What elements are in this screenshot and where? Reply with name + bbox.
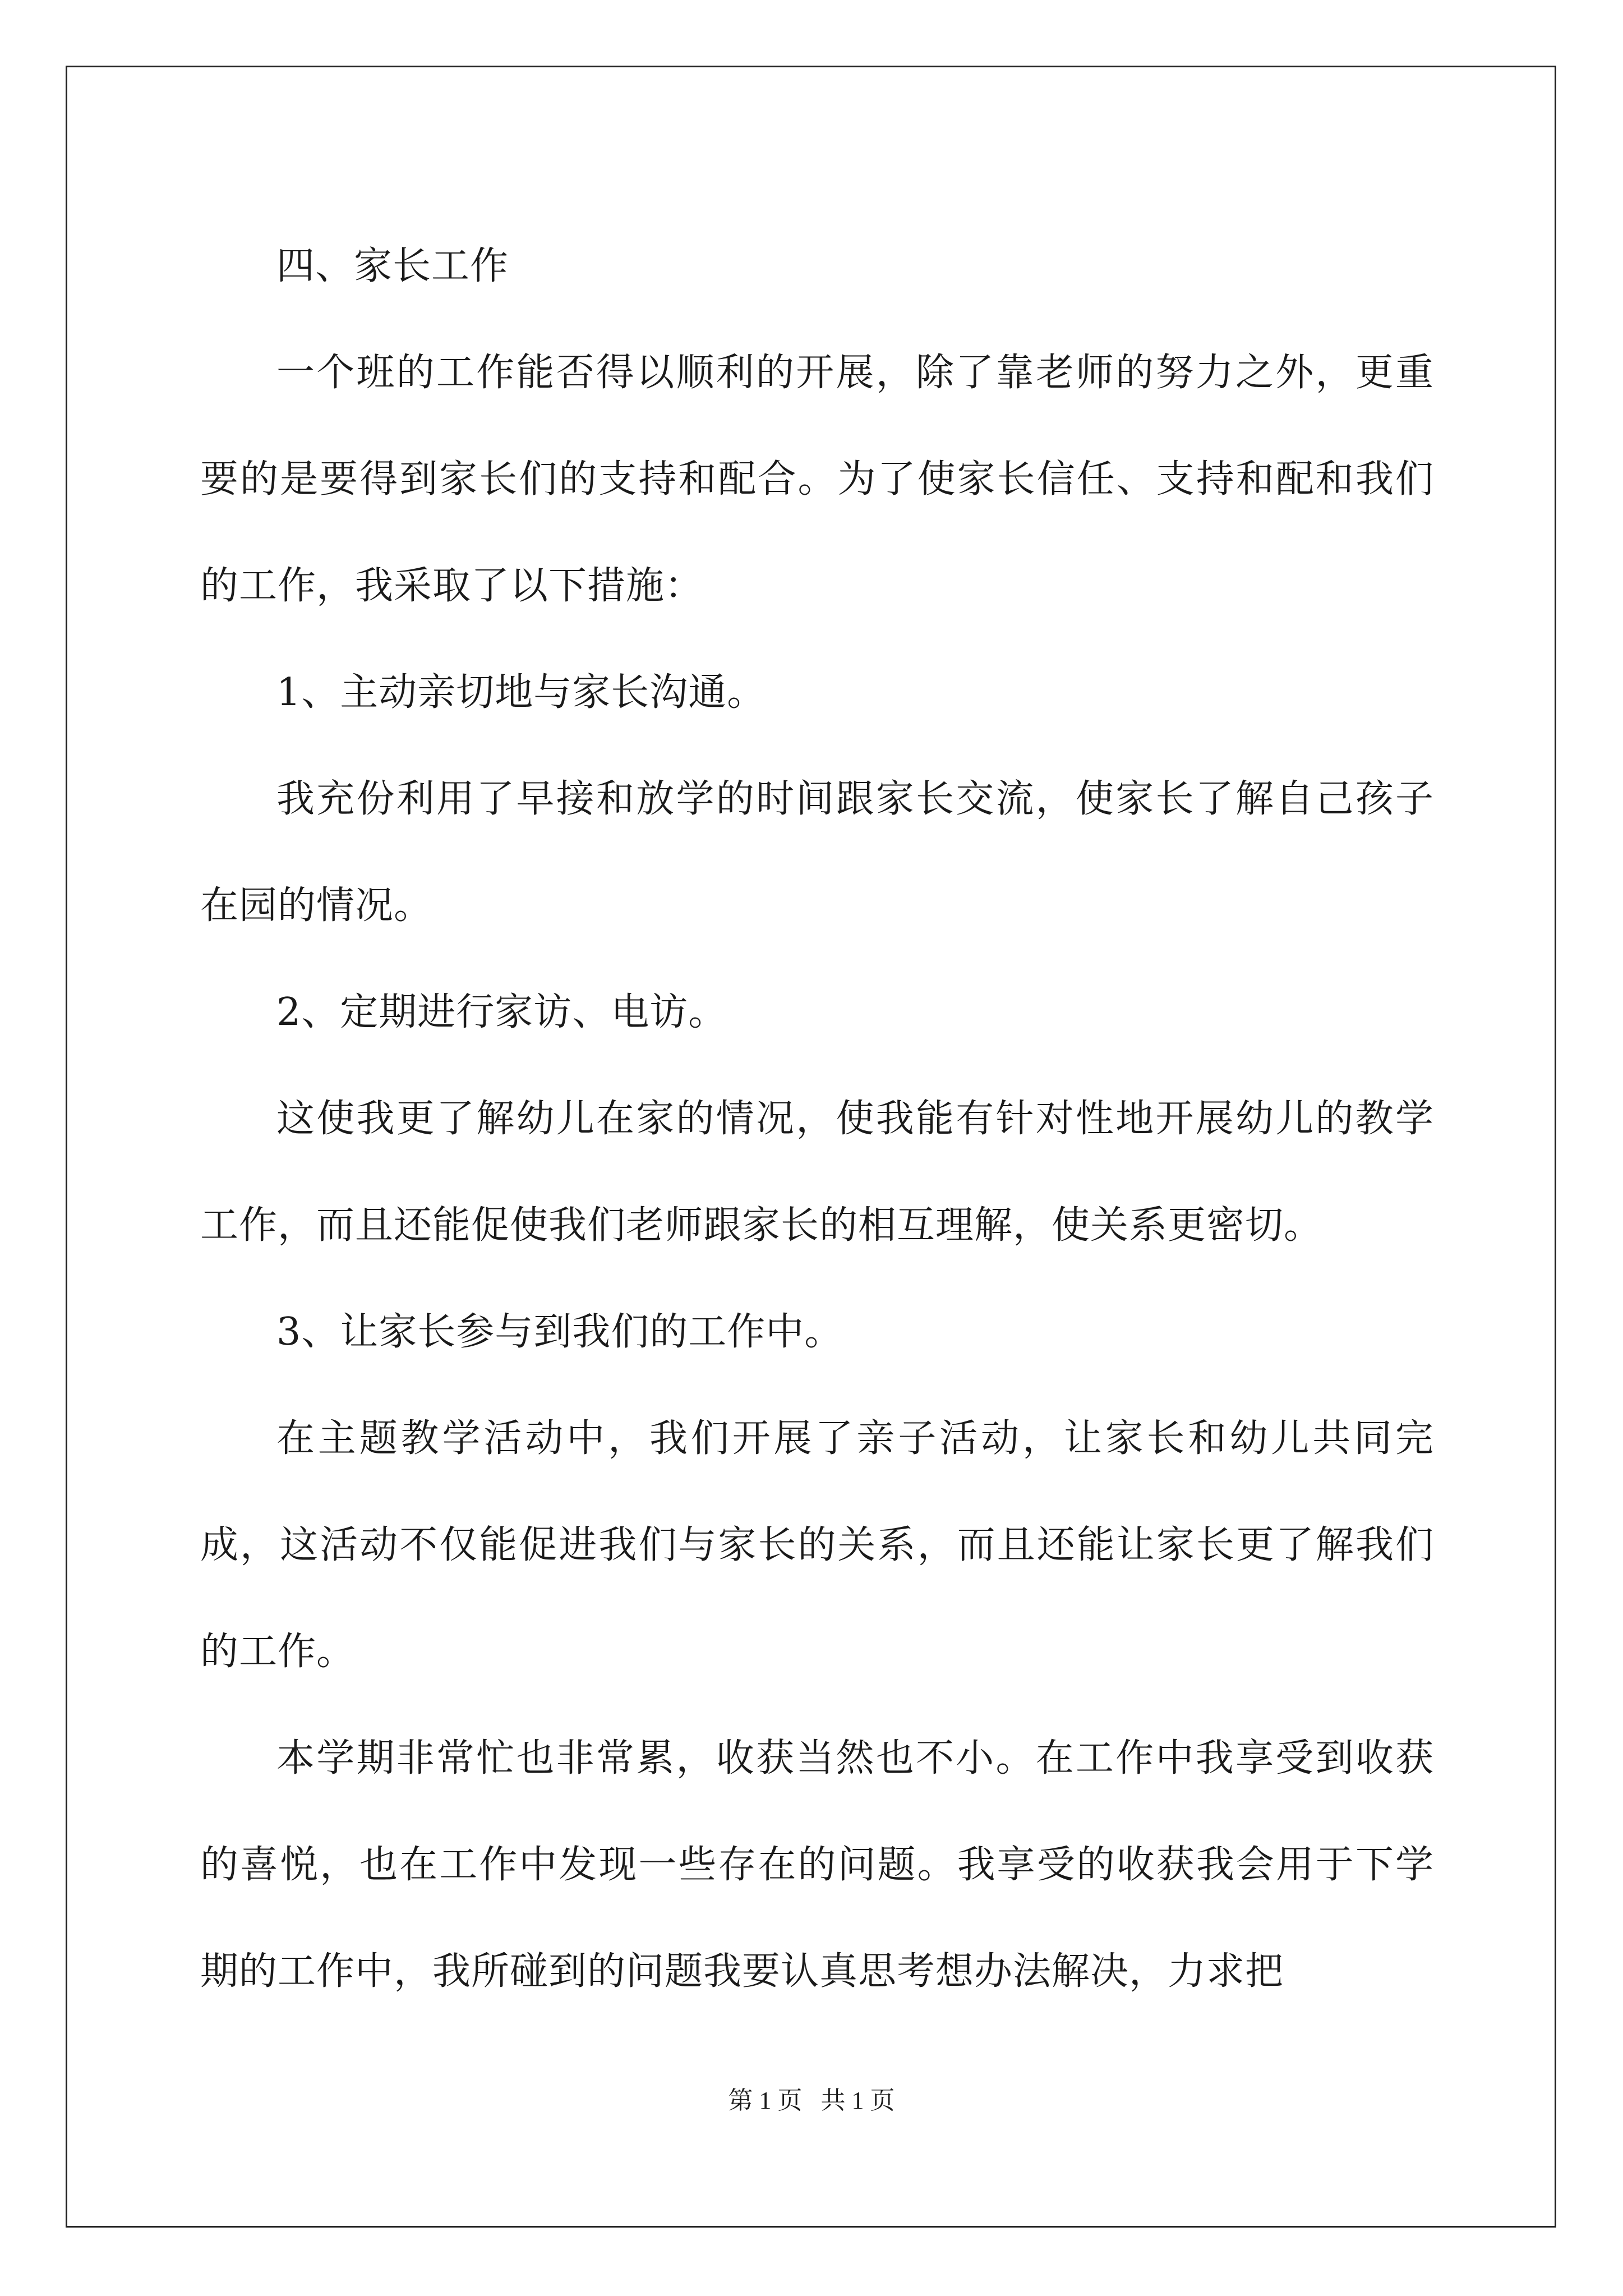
section-heading: 四、家长工作 [276,244,509,288]
paragraph-intro: 一个班的工作能否得以顺利的开展，除了靠老师的努力之外，更重要的是要得到家长们的支持和配合。为了使家长信任、支持和配和我们的工作，我采取了以下措施： [200,351,1434,608]
list-item-3-body: 在主题教学活动中，我们开展了亲子活动，让家长和幼儿共同完成，这活动不仅能促进我们与家长的关系，而且还能让家长更了解我们的工作。 [200,1416,1434,1674]
list-item-3-heading: 3、让家长参与到我们的工作中。 [276,1310,843,1354]
document-body [200,213,1434,2025]
paragraph-conclusion: 本学期非常忙也非常累，收获当然也不小。在工作中我享受到收获的喜悦，也在工作中发现一些存在的问题。我享受的收获我会用于下学期的工作中，我所碰到的问题我要认真思考想办法解决，力求把 [200,1736,1434,1994]
list-item-2-heading: 2、定期进行家访、电访。 [276,990,727,1034]
list-item-1-body: 我充份利用了早接和放学的时间跟家长交流，使家长了解自己孩子在园的情况。 [200,777,1434,928]
list-item-2-body: 这使我更了解幼儿在家的情况，使我能有针对性地开展幼儿的教学工作，而且还能促使我们老师跟家长的相互理解，使关系更密切。 [200,1097,1434,1248]
list-item-1-heading: 1、主动亲切地与家长沟通。 [276,670,766,715]
page-number-footer: 第 1 页 共 1 页 [728,2087,895,2114]
